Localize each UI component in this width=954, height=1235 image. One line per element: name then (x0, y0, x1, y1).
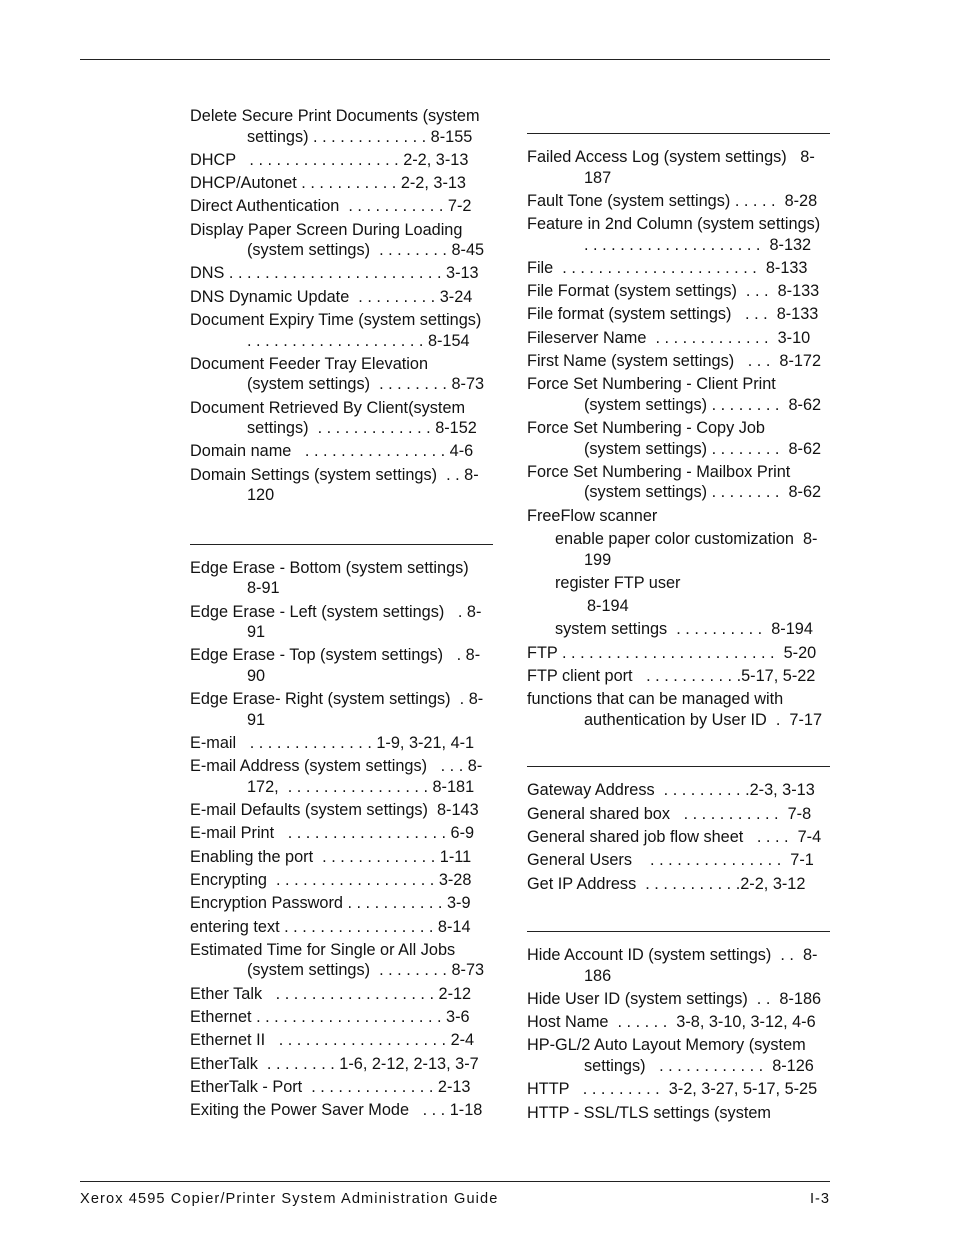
index-entry (527, 1079, 830, 1100)
index-entry-continuation: (system settings) . . . . . . . . 8-62 (584, 483, 822, 502)
index-entry (190, 870, 493, 891)
index-entry-term: functions that can be managed with (527, 690, 784, 709)
index-entry-term: Edge Erase - Bottom (system settings) (190, 558, 469, 577)
index-entry-term: HTTP . . . . . . . . . 3-2, 3-27, 5-17, 5-25 (527, 1080, 818, 1099)
index-entry (190, 847, 493, 868)
index-entry (527, 1035, 830, 1076)
index-entry-term: HP-GL/2 Auto Layout Memory (system (527, 1036, 806, 1055)
index-entry-term: Display Paper Screen During Loading (190, 220, 463, 239)
index-entry-term: EtherTalk . . . . . . . . 1-6, 2-12, 2-13, 3-7 (190, 1054, 479, 1073)
index-entry (527, 506, 830, 527)
header-rule (80, 59, 830, 60)
index-entry (190, 602, 493, 643)
index-entry-term: Hide Account ID (system settings) . . 8- (527, 946, 818, 965)
section-divider-g (527, 766, 830, 894)
index-entry-term: Encryption Password . . . . . . . . . . . 3-9 (190, 894, 471, 913)
index-entry-continuation: 90 (247, 666, 266, 685)
index-entry-term: Document Expiry Time (system settings) (190, 311, 482, 330)
index-entry-term: DHCP/Autonet . . . . . . . . . . . 2-2, 3-13 (190, 174, 466, 193)
index-entry-term: Get IP Address . . . . . . . . . . .2-2, 3-12 (527, 874, 806, 893)
index-entry (527, 689, 830, 730)
index-entry-term: Host Name . . . . . . 3-8, 3-10, 3-12, 4-6 (527, 1013, 816, 1032)
index-entry-term: File format (system settings) . . . 8-133 (527, 305, 819, 324)
index-entry-term: General Users . . . . . . . . . . . . . . . 7-1 (527, 851, 814, 870)
index-entry (527, 214, 830, 255)
index-entry-term: Force Set Numbering - Copy Job (527, 419, 765, 438)
index-entry (190, 1077, 493, 1098)
index-entry (527, 573, 830, 594)
index-column-left (190, 106, 493, 1123)
index-entry-term: DNS Dynamic Update . . . . . . . . . 3-24 (190, 287, 473, 306)
index-entry (190, 196, 493, 217)
index-entry (190, 756, 493, 797)
index-entry (190, 106, 493, 147)
index-entry-term: Fault Tone (system settings) . . . . . 8-28 (527, 191, 818, 210)
index-group-d (190, 106, 493, 506)
index-entry-term: E-mail . . . . . . . . . . . . . . 1-9, 3-21, 4-1 (190, 733, 475, 752)
index-entry (527, 850, 830, 871)
index-entry-term: FreeFlow scanner (527, 506, 658, 525)
index-entry (527, 191, 830, 212)
index-entry (190, 150, 493, 171)
index-entry (190, 984, 493, 1005)
index-entry-term: First Name (system settings) . . . 8-172 (527, 352, 822, 371)
index-entry-term: Edge Erase - Left (system settings) . 8- (190, 602, 482, 621)
index-entry (190, 893, 493, 914)
index-entry (527, 804, 830, 825)
index-entry (190, 558, 493, 599)
index-entry (527, 619, 830, 640)
index-entry (527, 281, 830, 302)
index-entry (190, 287, 493, 308)
index-group-e (190, 558, 493, 1121)
index-entry-continuation: settings) . . . . . . . . . . . . . 8-152 (247, 419, 477, 438)
page-number: I-3 (809, 1191, 830, 1207)
index-entry-term: Exiting the Power Saver Mode . . . 1-18 (190, 1101, 483, 1120)
index-column-right (527, 106, 830, 1126)
index-entry-continuation: 187 (584, 168, 612, 187)
index-entry-term: Fileserver Name . . . . . . . . . . . . . 3-10 (527, 328, 811, 347)
index-entry (527, 874, 830, 895)
index-entry-continuation: (system settings) . . . . . . . . 8-45 (247, 241, 485, 260)
footer-title: Xerox 4595 Copier/Printer System Administration Guide (80, 1191, 499, 1207)
index-entry-continuation: 199 (584, 550, 612, 569)
index-entry-term: Enabling the port . . . . . . . . . . . . . 1-11 (190, 847, 472, 866)
index-entry-term: File Format (system settings) . . . 8-133 (527, 282, 820, 301)
index-entry-term: Ethernet . . . . . . . . . . . . . . . . . . . . . 3-6 (190, 1007, 470, 1026)
index-entry-term: Force Set Numbering - Client Print (527, 375, 776, 394)
index-entry (527, 374, 830, 415)
index-entry-term: Edge Erase- Right (system settings) . 8- (190, 690, 484, 709)
index-entry-term: enable paper color customization 8- (555, 530, 818, 549)
index-entry-term: General shared box . . . . . . . . . . . 7-8 (527, 804, 812, 823)
index-entry-term: Document Retrieved By Client(system (190, 398, 466, 417)
index-entry (527, 328, 830, 349)
index-entry-term: system settings . . . . . . . . . . 8-194 (555, 620, 813, 639)
index-entry-term: Edge Erase - Top (system settings) . 8- (190, 646, 481, 665)
index-entry-term: entering text . . . . . . . . . . . . . . . . . 8-14 (190, 917, 471, 936)
index-entry (527, 643, 830, 664)
index-entry-term: DHCP . . . . . . . . . . . . . . . . . 2-2, 3-13 (190, 150, 469, 169)
index-entry-continuation: . . . . . . . . . . . . . . . . . . . . 8-132 (584, 235, 812, 254)
index-entry-term: FTP . . . . . . . . . . . . . . . . . . . . . . . . 5-20 (527, 643, 817, 662)
index-entry (527, 1012, 830, 1033)
index-entry (527, 596, 830, 617)
index-entry (190, 310, 493, 351)
index-entry (527, 989, 830, 1010)
index-entry-term: Feature in 2nd Column (system settings) (527, 215, 821, 234)
section-divider-e (190, 544, 493, 1121)
index-entry (527, 529, 830, 570)
index-entry-term: Domain name . . . . . . . . . . . . . . . . 4-6 (190, 442, 474, 461)
index-entry-term: E-mail Address (system settings) . . . 8- (190, 757, 483, 776)
index-entry-continuation: 8-91 (247, 579, 280, 598)
index-entry (190, 263, 493, 284)
index-group-h (527, 945, 830, 1123)
index-entry-term: Domain Settings (system settings) . . 8- (190, 465, 479, 484)
index-entry (190, 823, 493, 844)
index-entry-term: register FTP user (555, 573, 681, 592)
index-entry-continuation: . . . . . . . . . . . . . . . . . . . . 8-154 (247, 331, 470, 350)
index-entry-continuation: 172, . . . . . . . . . . . . . . . . 8-181 (247, 777, 475, 796)
index-entry-term: Force Set Numbering - Mailbox Print (527, 462, 791, 481)
index-entry (190, 220, 493, 261)
section-divider-h (527, 931, 830, 1123)
index-entry-term: Document Feeder Tray Elevation (190, 354, 429, 373)
index-entry-continuation: (system settings) . . . . . . . . 8-62 (584, 395, 822, 414)
index-entry (190, 1100, 493, 1121)
index-entry (190, 465, 493, 506)
index-group-g (527, 780, 830, 894)
index-entry (190, 173, 493, 194)
index-entry (190, 645, 493, 686)
index-entry (527, 945, 830, 986)
index-entry (190, 398, 493, 439)
index-entry-term: EtherTalk - Port . . . . . . . . . . . . . . 2-13 (190, 1077, 471, 1096)
index-entry-term: 8-194 (587, 597, 629, 616)
index-entry (527, 1103, 830, 1124)
index-entry (527, 258, 830, 279)
index-entry-continuation: 120 (247, 486, 275, 505)
index-entry-continuation: 91 (247, 710, 266, 729)
index-entry (190, 441, 493, 462)
index-entry-term: Failed Access Log (system settings) 8- (527, 148, 815, 166)
index-entry-term: Hide User ID (system settings) . . 8-186 (527, 989, 822, 1008)
index-entry (190, 1030, 493, 1051)
index-entry-term: Gateway Address . . . . . . . . . .2-3, 3-13 (527, 781, 815, 800)
index-entry-continuation: 91 (247, 623, 266, 642)
section-divider-f (527, 133, 830, 730)
index-entry-term: E-mail Defaults (system settings) 8-143 (190, 801, 479, 820)
index-entry (190, 1054, 493, 1075)
footer-rule (80, 1181, 830, 1182)
index-entry (190, 354, 493, 395)
index-entry-term: HTTP - SSL/TLS settings (system (527, 1103, 771, 1122)
index-entry-term: E-mail Print . . . . . . . . . . . . . . . . . . 6-9 (190, 824, 475, 843)
index-entry-continuation: 186 (584, 966, 612, 985)
index-entry (190, 917, 493, 938)
index-entry (527, 666, 830, 687)
index-entry-continuation: (system settings) . . . . . . . . 8-73 (247, 961, 485, 980)
index-entry-term: Ethernet II . . . . . . . . . . . . . . . . . . . 2-4 (190, 1031, 475, 1050)
index-entry-term: Encrypting . . . . . . . . . . . . . . . . . . 3-28 (190, 870, 472, 889)
index-entry-term: FTP client port . . . . . . . . . . .5-17, 5-22 (527, 667, 816, 686)
index-group-f (527, 147, 830, 730)
index-entry-continuation: settings) . . . . . . . . . . . . . 8-155 (247, 127, 473, 146)
index-entry-continuation: authentication by User ID . 7-17 (584, 710, 823, 729)
index-entry (527, 462, 830, 503)
index-entry-continuation: settings) . . . . . . . . . . . . 8-126 (584, 1056, 814, 1075)
index-entry (527, 304, 830, 325)
index-entry-term: General shared job flow sheet . . . . 7-4 (527, 827, 822, 846)
index-entry (527, 780, 830, 801)
index-entry-continuation: (system settings) . . . . . . . . 8-73 (247, 375, 485, 394)
index-entry (190, 1007, 493, 1028)
index-entry (527, 827, 830, 848)
index-entry-term: Estimated Time for Single or All Jobs (190, 940, 456, 959)
index-entry-term: Direct Authentication . . . . . . . . . . . 7-2 (190, 197, 472, 216)
index-entry-continuation: (system settings) . . . . . . . . 8-62 (584, 439, 822, 458)
index-entry-term: DNS . . . . . . . . . . . . . . . . . . . . . . . . 3-13 (190, 264, 479, 283)
index-entry (190, 733, 493, 754)
index-entry (527, 351, 830, 372)
index-entry-term: Ether Talk . . . . . . . . . . . . . . . . . . 2-12 (190, 984, 472, 1003)
index-entry (190, 689, 493, 730)
index-entry-term: Delete Secure Print Documents (system (190, 107, 480, 125)
index-entry (190, 940, 493, 981)
index-entry (190, 800, 493, 821)
index-entry (527, 418, 830, 459)
index-entry-term: File . . . . . . . . . . . . . . . . . . . . . . 8-133 (527, 258, 808, 277)
index-entry (527, 147, 830, 188)
